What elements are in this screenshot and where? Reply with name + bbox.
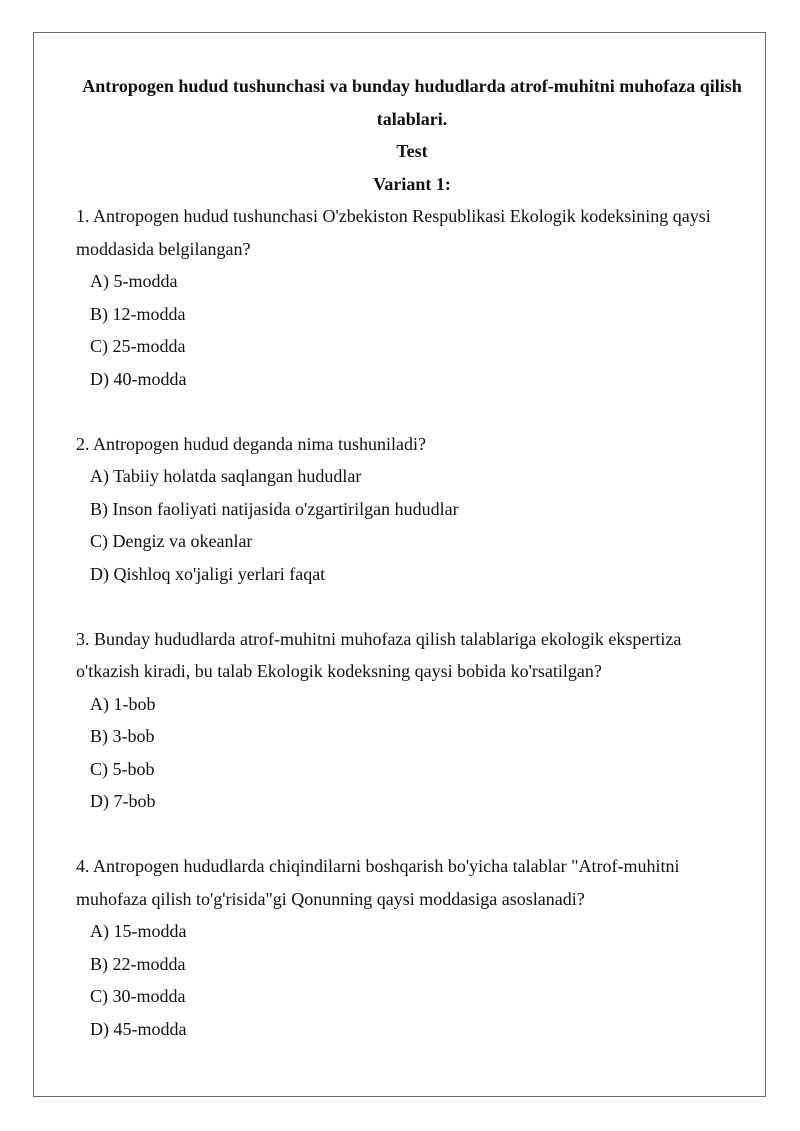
option-d: D) 7-bob <box>90 791 156 811</box>
option-c: C) 25-modda <box>90 336 186 356</box>
answer-options <box>76 915 748 1045</box>
option-b: B) 12-modda <box>90 303 186 324</box>
question-text: 2. Antropogen hudud deganda nima tushuniladi? <box>76 433 426 454</box>
test-heading: Test <box>396 141 428 161</box>
answer-options <box>76 688 748 818</box>
option-a: A) 5-modda <box>90 271 178 291</box>
option-c: C) 30-modda <box>90 986 186 1006</box>
option-a: A) 1-bob <box>90 693 156 714</box>
option-c: C) 5-bob <box>90 758 155 779</box>
spacer <box>76 818 748 851</box>
document-body <box>76 70 748 1045</box>
question-text: 1. Antropogen hudud tushunchasi O'zbekiston Respublikasi Ekologik kodeksining qaysi moddasida belgilangan? <box>76 206 711 259</box>
spacer <box>76 395 748 428</box>
option-d: D) Qishloq xo'jaligi yerlari faqat <box>90 563 326 584</box>
option-b: B) 22-modda <box>90 953 186 974</box>
option-c: C) Dengiz va okeanlar <box>90 531 253 551</box>
document-title: Antropogen hudud tushunchasi va bunday hududlarda atrof-muhitni muhofaza qilish talablari. <box>82 76 742 129</box>
question-3 <box>76 623 748 818</box>
option-a: A) 15-modda <box>90 921 187 941</box>
option-b: B) Inson faoliyati natijasida o'zgartirilgan hududlar <box>90 498 459 519</box>
option-d: D) 40-modda <box>90 368 187 389</box>
question-4 <box>76 850 748 1045</box>
question-1 <box>76 200 748 395</box>
option-a: A) Tabiiy holatda saqlangan hududlar <box>90 466 362 486</box>
answer-options <box>76 265 748 395</box>
variant-heading: Variant 1: <box>373 173 451 194</box>
question-2 <box>76 428 748 591</box>
spacer <box>76 590 748 623</box>
option-b: B) 3-bob <box>90 726 155 746</box>
question-text: 4. Antropogen hududlarda chiqindilarni boshqarish bo'yicha talablar "Atrof-muhitni muhofaza qilish to'g'risida"gi Qonunning qaysi moddasiga asoslanadi? <box>76 856 680 909</box>
question-text: 3. Bunday hududlarda atrof-muhitni muhofaza qilish talablariga ekologik ekspertiza o'tkazish kiradi, bu talab Ekologik kodeksning qaysi bobida ko'rsatilgan? <box>76 628 682 681</box>
option-d: D) 45-modda <box>90 1018 187 1039</box>
answer-options <box>76 460 748 590</box>
